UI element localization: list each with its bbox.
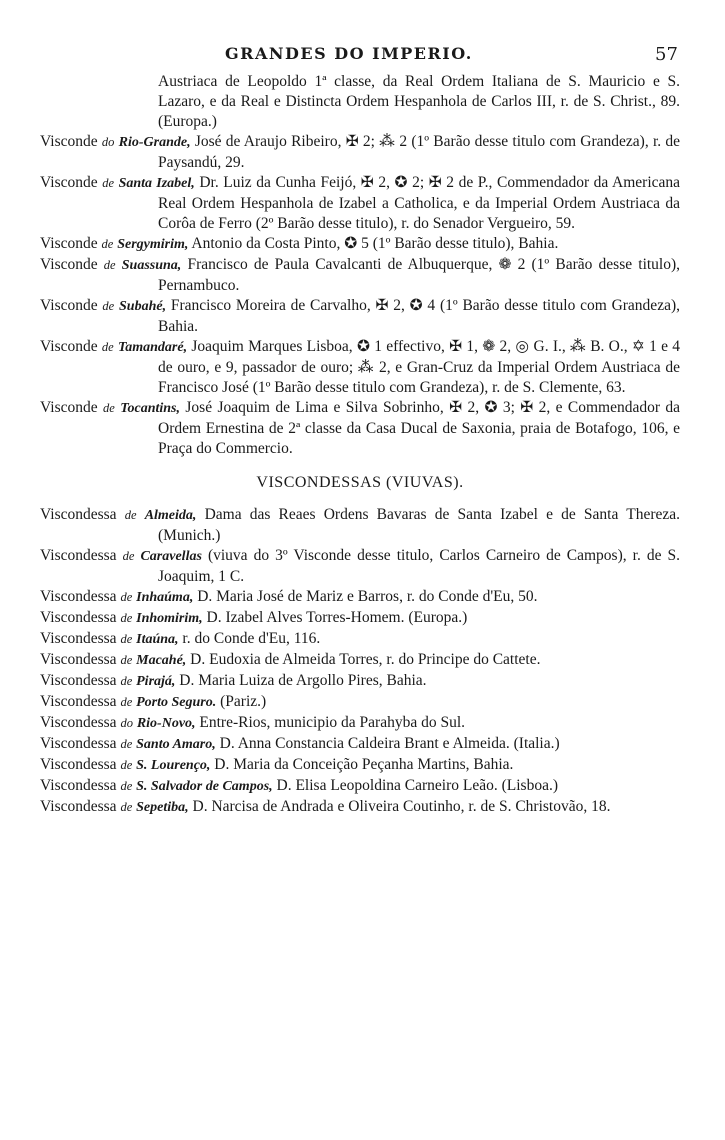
page-content (40, 72, 680, 818)
entry-title: Viscondessa (40, 588, 117, 605)
entry-preposition: de (120, 779, 133, 793)
entry-preposition: de (103, 401, 115, 415)
entry-text: D. Maria José de Mariz e Barros, r. do Conde d'Eu, 50. (197, 588, 538, 605)
continued-entry: Austriaca de Leopoldo 1ª classe, da Real Ordem Italiana de S. Mauricio e S. Lazaro, e da Real e Distincta Ordem Hespanhola de Carlos III, r. de S. Christ., 89. (Europa.) (158, 73, 680, 130)
entry-title: Viscondessa (40, 609, 117, 626)
entry-title: Visconde (40, 297, 98, 314)
entry-title: Viscondessa (40, 714, 117, 731)
entry-item (40, 132, 680, 173)
entry-place: Santo Amaro, (136, 737, 216, 752)
entry-preposition: de (101, 237, 114, 251)
entry-item (40, 546, 680, 587)
entry-title: Viscondessa (40, 506, 117, 523)
viscondes-list (40, 132, 680, 459)
entry-place: Tamandaré, (117, 340, 188, 355)
entry-place: Tocantins, (120, 401, 180, 416)
entry-text: José Joaquim de Lima e Silva Sobrinho, ✠ 2, ✪ 3; ✠ 2, e Commendador da Ordem Ernestina de 2ª classe da Casa Ducal de Saxonia, praia de Botafogo, 106, e Praça do Commercio. (158, 399, 681, 457)
entry-place: Suassuna, (121, 258, 182, 273)
entry-item (40, 650, 680, 671)
entry-preposition: do (101, 135, 115, 149)
entry-place: Almeida, (144, 508, 197, 523)
entry-preposition: de (122, 549, 135, 563)
entry-item (40, 776, 680, 797)
entry-preposition: de (120, 611, 133, 625)
viscondessas-list (40, 505, 680, 818)
entry-title: Viscondessa (40, 547, 117, 564)
entry-preposition: de (120, 674, 133, 688)
entry-place: Macahé, (136, 653, 187, 668)
entry-text: r. do Conde d'Eu, 116. (182, 630, 321, 647)
entry-item (40, 734, 680, 755)
entry-item (40, 296, 680, 337)
entry-preposition: de (103, 258, 116, 272)
entry-text: D. Narcisa de Andrada e Oliveira Coutinho, r. de S. Christovão, 18. (192, 798, 611, 815)
entry-text: Francisco Moreira de Carvalho, ✠ 2, ✪ 4 (1º Barão desse titulo com Grandeza), Bahia. (158, 297, 680, 335)
entry-title: Viscondessa (40, 630, 117, 647)
entry-item (40, 671, 680, 692)
entry-item (40, 755, 680, 776)
entry-preposition: de (120, 695, 133, 709)
entry-preposition: de (120, 800, 133, 814)
entry-place: Sergymirim, (117, 237, 189, 252)
entry-title: Viscondessa (40, 798, 117, 815)
entry-text: D. Anna Constancia Caldeira Brant e Almeida. (Italia.) (219, 735, 560, 752)
section-title: VISCONDESSAS (VIUVAS). (256, 474, 464, 491)
entry-title: Visconde (40, 235, 98, 252)
entry-text: D. Maria da Conceição Peçanha Martins, Bahia. (214, 756, 514, 773)
entry-text: D. Eudoxia de Almeida Torres, r. do Principe do Cattete. (190, 651, 541, 668)
running-title: GRANDES DO IMPERIO. (225, 44, 473, 63)
entry-preposition: de (102, 299, 115, 313)
entry-item (40, 608, 680, 629)
entry-place: Inhaúma, (136, 590, 194, 605)
entry-title: Viscondessa (40, 756, 117, 773)
entry-place: Inhomirim, (136, 611, 203, 626)
entry-place: S. Salvador de Campos, (136, 779, 273, 794)
entry-item (40, 255, 680, 296)
entry-preposition: do (120, 716, 133, 730)
entry-item (40, 587, 680, 608)
entry-item (40, 713, 680, 734)
entry-item (40, 173, 680, 234)
page-header (0, 44, 725, 68)
entry-place: Subahé, (119, 299, 167, 314)
entry-item (40, 797, 680, 818)
entry-preposition: de (120, 632, 133, 646)
entry-text: Entre-Rios, municipio da Parahyba do Sul. (199, 714, 466, 731)
entry-place: Rio-Novo, (136, 716, 196, 731)
entry-text: D. Izabel Alves Torres-Homem. (Europa.) (206, 609, 468, 626)
entry-preposition: de (120, 653, 133, 667)
entry-text: Joaquim Marques Lisboa, ✪ 1 effectivo, ✠ 1, ❁ 2, ◎ G. I., ⁂ B. O., ✡ 1 e 4 de ouro, e 9, passador de ouro; ⁂ 2, e Gran-Cruz da Imperial Ordem Austriaca de Francisco José (1º Barão desse titulo com Grandeza), r. de S. Clemente, 63. (158, 338, 681, 396)
entry-place: Pirajá, (136, 674, 176, 689)
entry-text: (viuva do 3º Visconde desse titulo, Carlos Carneiro de Campos), r. de S. Joaquim, 1 C. (158, 547, 681, 585)
entry-preposition: de (102, 176, 115, 190)
entry-preposition: de (120, 590, 133, 604)
entry-text: D. Elisa Leopoldina Carneiro Leão. (Lisboa.) (276, 777, 559, 794)
entry-text: Antonio da Costa Pinto, ✪ 5 (1º Barão desse titulo), Bahia. (191, 235, 559, 252)
entry-place: Porto Seguro. (136, 695, 217, 710)
entry-text: D. Maria Luiza de Argollo Pires, Bahia. (179, 672, 427, 689)
entry-title: Viscondessa (40, 693, 117, 710)
entry-place: Caravellas (140, 549, 202, 564)
entry-item (40, 692, 680, 713)
entry-place: S. Lourenço, (136, 758, 211, 773)
entry-item (40, 234, 680, 255)
entry-text: Francisco de Paula Cavalcanti de Albuquerque, ❁ 2 (1º Barão desse titulo), Pernambuco. (158, 256, 681, 294)
entry-text: (Pariz.) (220, 693, 267, 710)
entry-place: Sepetiba, (136, 800, 189, 815)
entry-text: José de Araujo Ribeiro, ✠ 2; ⁂ 2 (1º Barão desse titulo com Grandeza), r. de Paysandú, 29. (158, 133, 681, 171)
entry-preposition: de (120, 737, 133, 751)
entry-place: Rio-Grande, (118, 135, 191, 150)
entry-title: Visconde (40, 174, 98, 191)
entry-text: Dama das Reaes Ordens Bavaras de Santa Izabel e de Santa Thereza. (Munich.) (158, 506, 681, 544)
page-number: 57 (655, 44, 678, 65)
entry-title: Viscondessa (40, 777, 117, 794)
entry-preposition: de (120, 758, 133, 772)
entry-item (40, 629, 680, 650)
entry-preposition: de (124, 508, 137, 522)
entry-item (40, 505, 680, 546)
entry-title: Visconde (40, 338, 98, 355)
entry-title: Viscondessa (40, 735, 117, 752)
entry-place: Santa Izabel, (118, 176, 195, 191)
entry-text: Dr. Luiz da Cunha Feijó, ✠ 2, ✪ 2; ✠ 2 de P., Commendador da Americana Real Ordem Hespanhola de Izabel a Catholica, e da Imperial Ordem Austriaca da Corôa de Ferro (2º Barão desse titulo), r. do Senador Vergueiro, 59. (158, 174, 681, 232)
entry-item (40, 337, 680, 398)
entry-title: Viscondessa (40, 672, 117, 689)
entry-title: Visconde (40, 399, 98, 416)
entry-place: Itaúna, (136, 632, 179, 647)
entry-preposition: de (101, 340, 114, 354)
entry-title: Visconde (40, 256, 98, 273)
entry-item (40, 398, 680, 459)
entry-title: Viscondessa (40, 651, 117, 668)
entry-title: Visconde (40, 133, 98, 150)
